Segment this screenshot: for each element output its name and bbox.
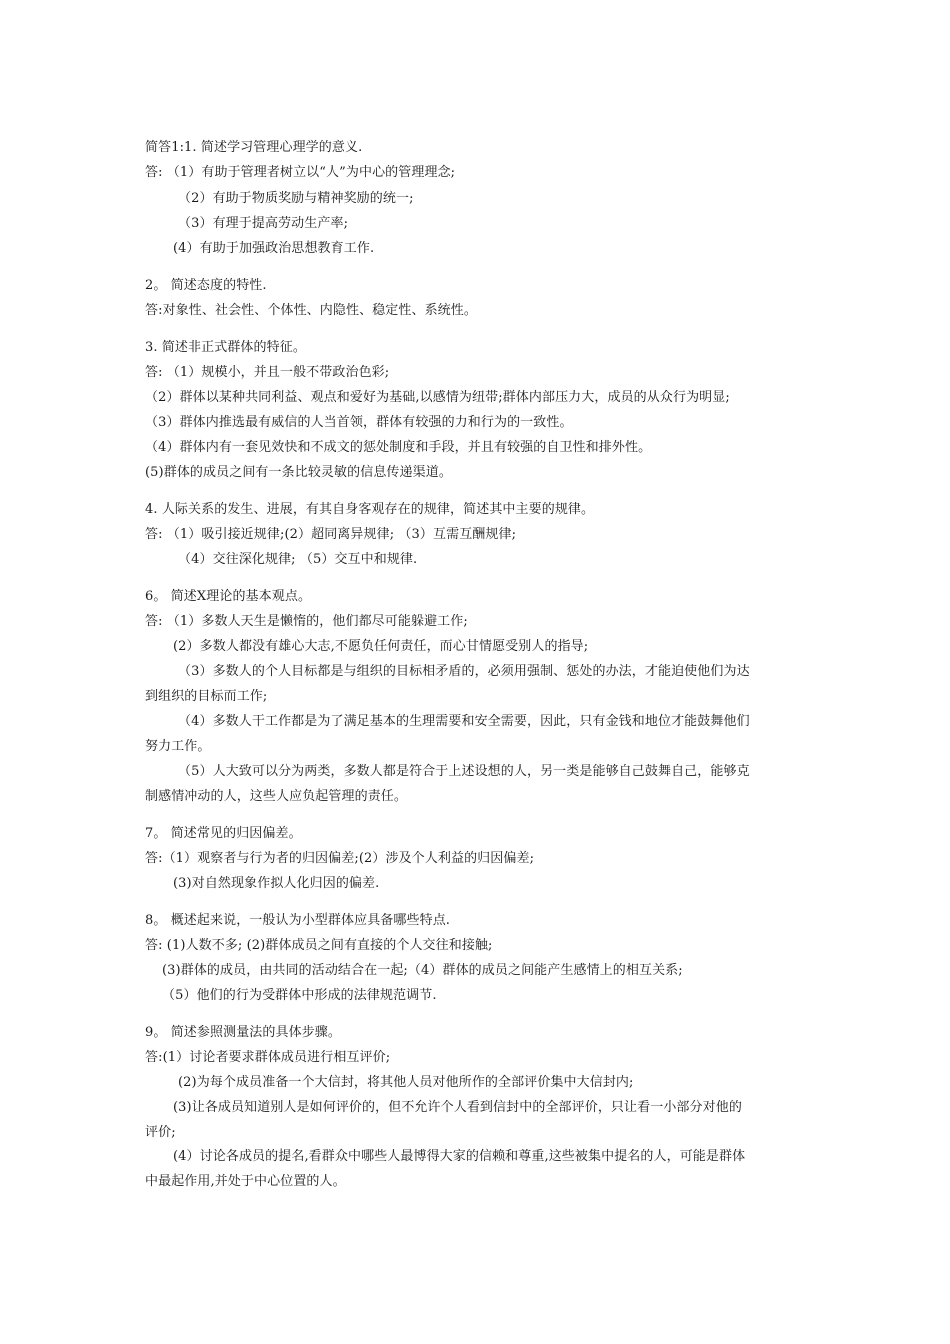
answer-6-line-3: （3）多数人的个人目标都是与组织的目标相矛盾的，必须用强制、惩处的办法，才能迫使他们为达 [178,664,750,679]
answer-2-line-1: 答:对象性、社会性、个体性、内隐性、稳定性、系统性。 [145,303,477,318]
answer-4-line-1: 答: （1）吸引接近规律;(2）超同离异规律; （3）互需互酬规律; [145,527,517,542]
answer-9-line-3: (3)让各成员知道别人是如何评价的，但不允许个人看到信封中的全部评价，只让看一小部分对他的 [173,1100,742,1115]
question-3-title: 3. 简述非正式群体的特征。 [145,340,306,355]
answer-8-line-2: (3)群体的成员，由共同的活动结合在一起;（4）群体的成员之间能产生感情上的相互关系; [162,963,683,978]
question-2-title: 2。 简述态度的特性. [145,278,267,293]
answer-6-line-2: (2）多数人都没有雄心大志,不愿负任何责任，而心甘情愿受别人的指导; [173,639,589,654]
answer-9-line-6: 中最起作用,并处于中心位置的人。 [145,1174,346,1189]
answer-6-line-4: 到组织的目标而工作; [145,689,268,704]
question-7-title: 7。 简述常见的归因偏差。 [145,826,302,841]
answer-4-line-2: （4）交往深化规律; （5）交互中和规律. [178,552,418,567]
answer-9-line-4: 评价; [145,1125,176,1140]
answer-1-line-4: (4）有助于加强政治思想教育工作. [173,241,375,256]
answer-6-line-1: 答: （1）多数人天生是懒惰的，他们都尽可能躲避工作; [145,614,468,629]
answer-1-line-3: （3）有理于提高劳动生产率; [178,216,349,231]
answer-7-line-1: 答:（1）观察者与行为者的归因偏差;(2）涉及个人利益的归因偏差; [145,851,535,866]
answer-3-line-2: （2）群体以某种共同利益、观点和爱好为基础,以感情为纽带;群体内部压力大，成员的从众行为明显; [145,390,730,405]
answer-3-line-3: （3）群体内推选最有威信的人当首领，群体有较强的力和行为的一致性。 [145,415,573,430]
answer-3-line-5: (5)群体的成员之间有一条比较灵敏的信息传递渠道。 [145,465,452,480]
question-1-title: 简答1:1. 简述学习管理心理学的意义. [145,140,363,155]
answer-6-line-5: （4）多数人干工作都是为了满足基本的生理需要和安全需要，因此，只有金钱和地位才能鼓舞他们 [178,714,750,729]
answer-3-line-1: 答: （1）规模小，并且一般不带政治色彩; [145,365,390,380]
answer-7-line-2: (3)对自然现象作拟人化归因的偏差. [173,876,380,891]
answer-9-line-2: (2)为每个成员准备一个大信封，将其他人员对他所作的全部评价集中大信封内; [178,1075,634,1090]
question-9-title: 9。 简述参照测量法的具体步骤。 [145,1025,342,1040]
answer-6-line-6: 努力工作。 [145,739,211,754]
answer-1-line-1: 答: （1）有助于管理者树立以“人”为中心的管理理念; [145,165,456,180]
answer-8-line-1: 答: (1)人数不多; (2)群体成员之间有直接的个人交往和接触; [145,938,493,953]
answer-8-line-3: （5）他们的行为受群体中形成的法律规范调节. [162,988,437,1003]
question-8-title: 8。 概述起来说，一般认为小型群体应具备哪些特点. [145,913,451,928]
answer-6-line-7: （5）人大致可以分为两类，多数人都是符合于上述设想的人，另一类是能够自己鼓舞自己，能够克 [178,764,750,779]
answer-9-line-1: 答:(1）讨论者要求群体成员进行相互评价; [145,1050,391,1065]
question-4-title: 4. 人际关系的发生、进展，有其自身客观存在的规律，简述其中主要的规律。 [145,502,595,517]
answer-6-line-8: 制感情冲动的人，这些人应负起管理的责任。 [145,789,408,804]
answer-9-line-5: (4）讨论各成员的提名,看群众中哪些人最博得大家的信赖和尊重,这些被集中提名的人，可能是群体 [173,1149,746,1164]
question-6-title: 6。 简述X理论的基本观点。 [145,589,312,604]
answer-3-line-4: （4）群体内有一套见效快和不成文的惩处制度和手段，并且有较强的自卫性和排外性。 [145,440,652,455]
answer-1-line-2: （2）有助于物质奖励与精神奖励的统一; [178,191,414,206]
